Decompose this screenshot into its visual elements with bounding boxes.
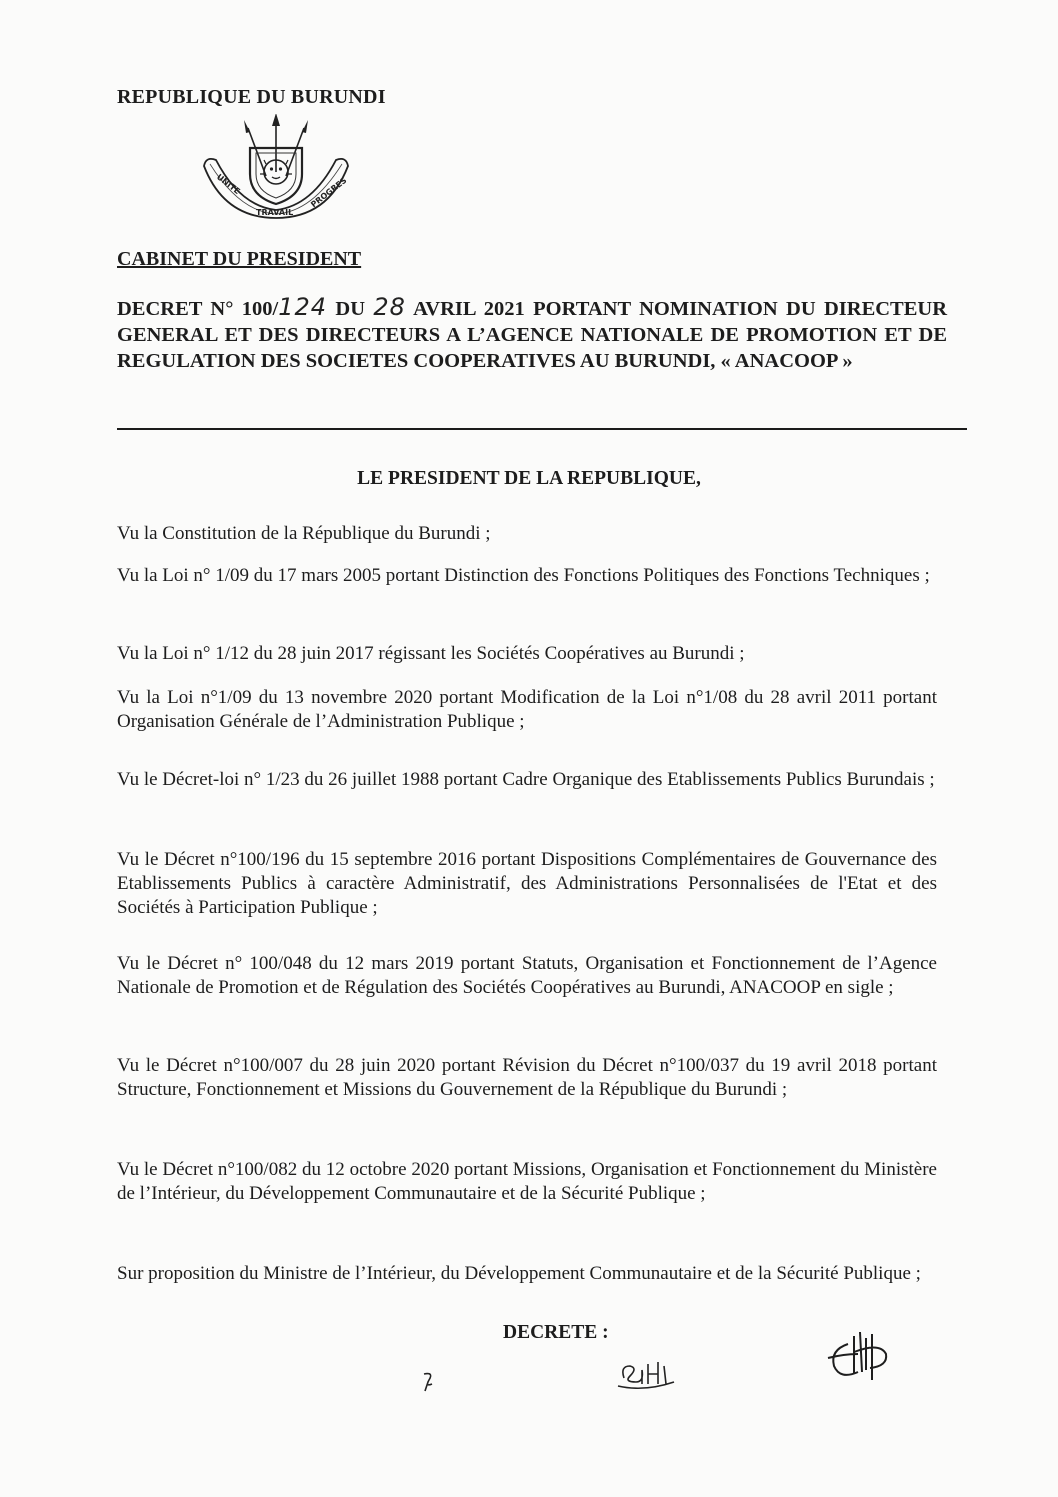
clause-decret-2019: Vu le Décret n° 100/048 du 12 mars 2019 portant Statuts, Organisation et Fonctionnement de l’Agence Nationale de Promotion et de Régulation des Sociétés Coopératives au Burundi, ANACOOP en sigle ; bbox=[117, 953, 937, 998]
decree-title bbox=[117, 294, 947, 374]
decree-prefix: DECRET N° 100/ bbox=[117, 298, 279, 320]
clause-loi-2020: Vu la Loi n°1/09 du 13 novembre 2020 portant Modification de la Loi n°1/08 du 28 avril 2011 portant Organisation Générale de l’Administration Publique ; bbox=[117, 687, 937, 732]
decree-day-handwritten: 28 bbox=[373, 293, 406, 321]
decree-number-handwritten: 124 bbox=[278, 293, 328, 321]
clause-constitution: Vu la Constitution de la République du Burundi ; bbox=[117, 523, 491, 544]
coat-of-arms-icon bbox=[196, 114, 356, 220]
decree-title-rest: AVRIL 2021 PORTANT NOMINATION DU DIRECTEUR GENERAL ET DES DIRECTEURS A L’AGENCE NATIONALE DE PROMOTION ET DE REGULATION DES SOCIETES COOPERATIVES AU BURUNDI, « ANACOOP » bbox=[117, 298, 948, 372]
clause-decret-2020-june: Vu le Décret n°100/007 du 28 juin 2020 portant Révision du Décret n°100/037 du 19 avril 2018 portant Structure, Fonctionnement et Missions du Gouvernement de la République du Burundi ; bbox=[117, 1055, 937, 1100]
cabinet-header: CABINET DU PRESIDENT bbox=[117, 248, 362, 270]
clause-decret-loi-1988: Vu le Décret-loi n° 1/23 du 26 juillet 1988 portant Cadre Organique des Etablissements Publics Burundais ; bbox=[117, 769, 935, 790]
decree-du: DU bbox=[335, 298, 365, 320]
signature-initials-icon bbox=[614, 1352, 680, 1394]
emblem-motto-3: PROGRES bbox=[309, 175, 349, 210]
clause-loi-2005: Vu la Loi n° 1/09 du 17 mars 2005 portant Distinction des Fonctions Politiques des Fonctions Techniques ; bbox=[117, 565, 930, 586]
emblem-motto-1: UNITE bbox=[214, 172, 242, 197]
title-divider bbox=[117, 428, 967, 430]
republic-header: REPUBLIQUE DU BURUNDI bbox=[117, 86, 386, 108]
emblem-motto-2: TRAVAIL bbox=[256, 208, 294, 217]
clause-loi-2017: Vu la Loi n° 1/12 du 28 juin 2017 régissant les Sociétés Coopératives au Burundi ; bbox=[117, 643, 745, 664]
decrete-heading: DECRETE : bbox=[503, 1322, 609, 1343]
clause-proposition: Sur proposition du Ministre de l’Intérieur, du Développement Communautaire et de la Sécurité Publique ; bbox=[117, 1263, 921, 1284]
signature-icon bbox=[824, 1324, 910, 1390]
president-heading: LE PRESIDENT DE LA REPUBLIQUE, bbox=[357, 468, 701, 489]
initial-mark-icon bbox=[420, 1370, 440, 1394]
clause-decret-2016: Vu le Décret n°100/196 du 15 septembre 2016 portant Dispositions Complémentaires de Gouvernance des Etablissements Publics à caractère Administratif, des Administrations Personnalisées de l'Etat et des Sociétés à Participation Publique ; bbox=[117, 849, 937, 918]
clause-decret-2020-october: Vu le Décret n°100/082 du 12 octobre 2020 portant Missions, Organisation et Fonctionnement du Ministère de l’Intérieur, du Développement Communautaire et de la Sécurité Publique ; bbox=[117, 1159, 937, 1204]
